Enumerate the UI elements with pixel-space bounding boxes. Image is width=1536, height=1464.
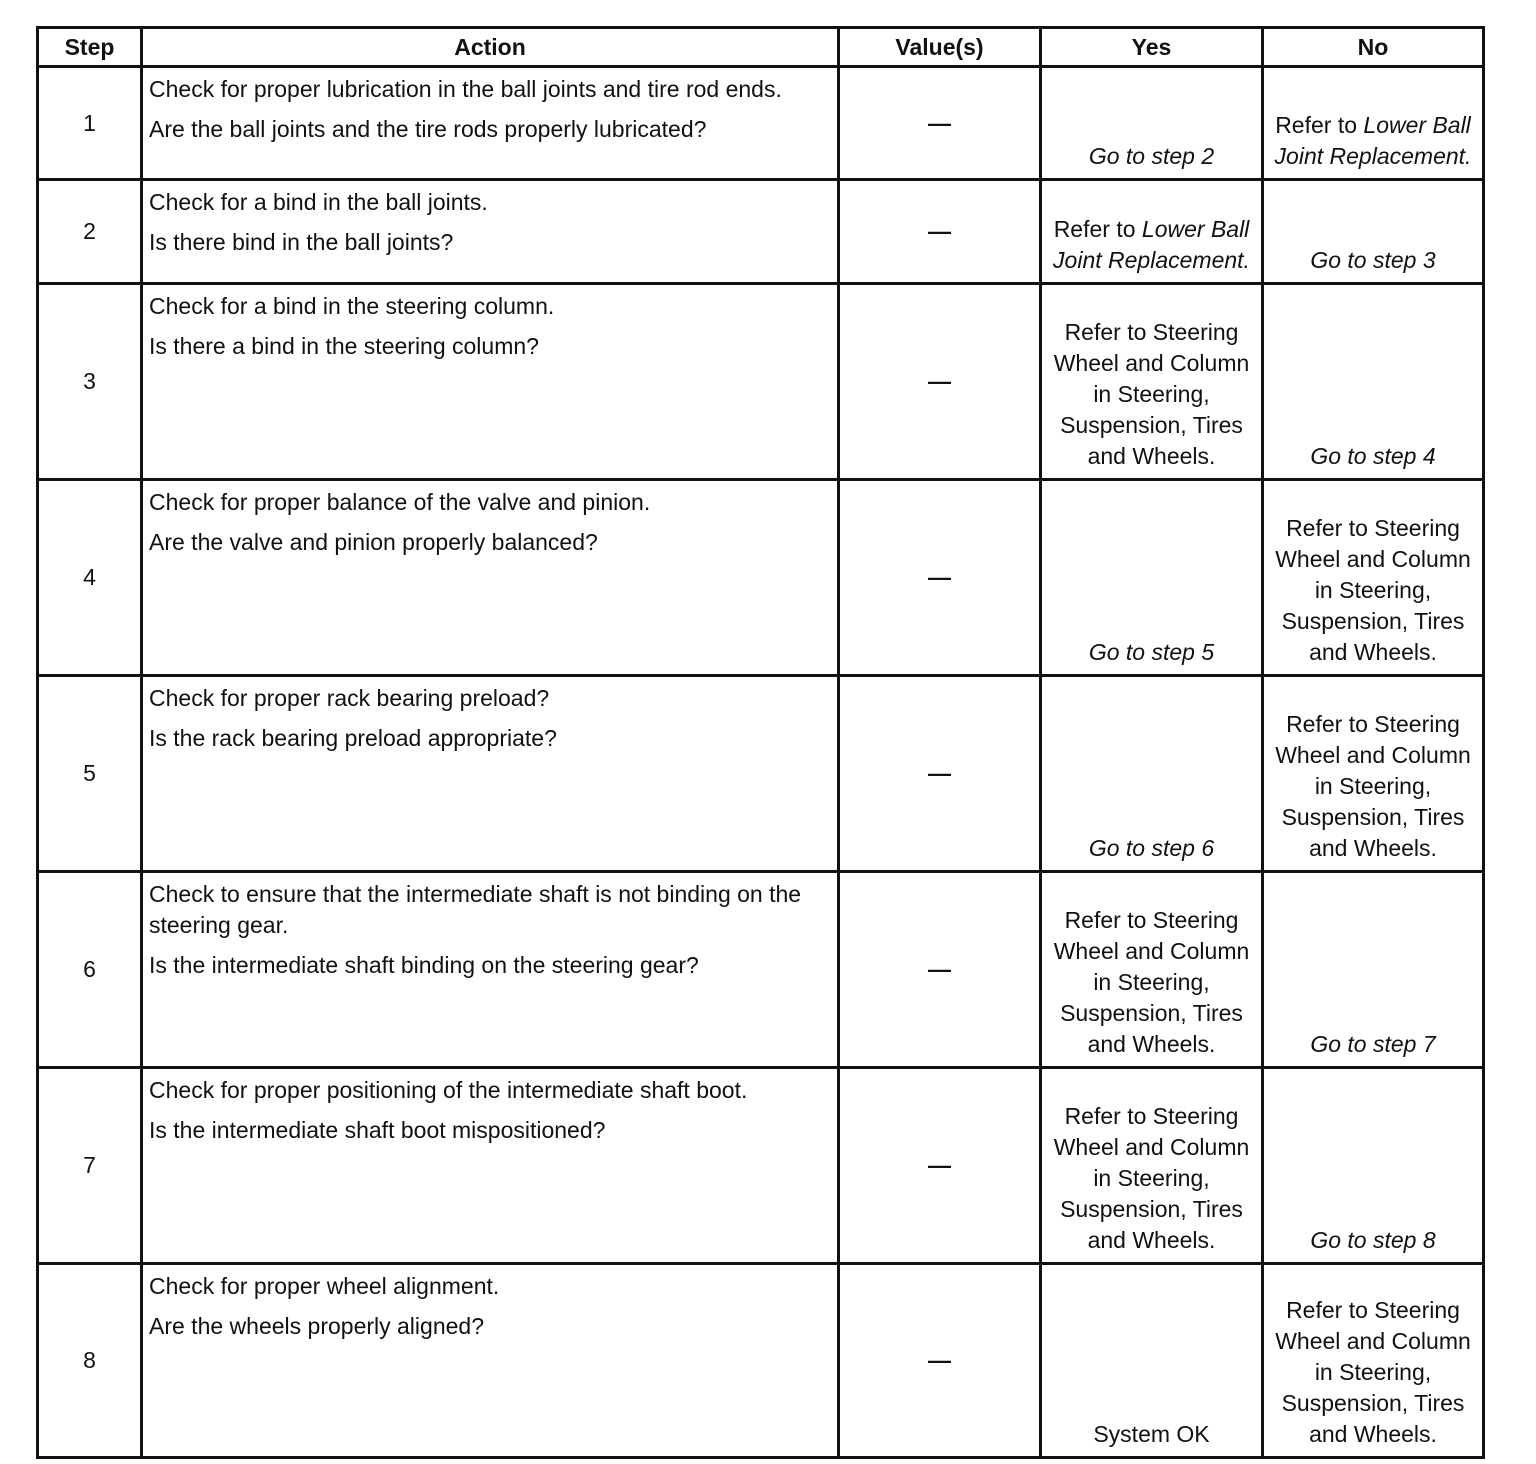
no-link: Go to step 3 xyxy=(1310,247,1436,273)
yes-link: Go to step 6 xyxy=(1088,835,1215,861)
table-row xyxy=(38,676,1484,872)
no-prefix: Refer to Steering Wheel and Column in Steering, Suspension, Tires and Wheels. xyxy=(1275,711,1471,861)
action-cell xyxy=(142,284,839,480)
no-cell xyxy=(1263,872,1484,1068)
no-cell xyxy=(1263,180,1484,284)
header-row xyxy=(38,28,1484,67)
table-row xyxy=(38,284,1484,480)
no-link: Go to step 8 xyxy=(1310,1227,1436,1253)
no-cell xyxy=(1263,676,1484,872)
no-link: Go to step 7 xyxy=(1310,1031,1436,1057)
action-check: Check for proper balance of the valve and pinion. xyxy=(149,489,651,515)
yes-prefix: Refer to Steering Wheel and Column in Steering, Suspension, Tires and Wheels. xyxy=(1053,1103,1250,1253)
action-cell xyxy=(142,1264,839,1458)
action-question: Are the ball joints and the tire rods properly lubricated? xyxy=(149,116,707,142)
action-check: Check for proper lubrication in the ball joints and tire rod ends. xyxy=(149,76,782,102)
header-values: Value(s) xyxy=(839,28,1041,67)
no-cell xyxy=(1263,1068,1484,1264)
no-link: Lower Ball Joint Replacement. xyxy=(1274,112,1472,169)
value-cell: — xyxy=(839,676,1041,872)
action-question: Is the intermediate shaft boot mispositioned? xyxy=(149,1117,606,1143)
header-step: Step xyxy=(38,28,142,67)
action-check: Check for a bind in the ball joints. xyxy=(149,189,488,215)
value-cell: — xyxy=(839,1068,1041,1264)
action-cell xyxy=(142,67,839,180)
yes-cell xyxy=(1041,1068,1263,1264)
yes-prefix: Refer to Steering Wheel and Column in Steering, Suspension, Tires and Wheels. xyxy=(1053,319,1250,469)
action-cell xyxy=(142,180,839,284)
no-cell xyxy=(1263,67,1484,180)
step-number: 5 xyxy=(38,676,142,872)
value-cell: — xyxy=(839,480,1041,676)
action-check: Check for proper wheel alignment. xyxy=(149,1273,500,1299)
no-prefix: Refer to Steering Wheel and Column in Steering, Suspension, Tires and Wheels. xyxy=(1275,1297,1471,1447)
table-row xyxy=(38,480,1484,676)
yes-cell xyxy=(1041,676,1263,872)
table-row xyxy=(38,1264,1484,1458)
step-number: 7 xyxy=(38,1068,142,1264)
yes-prefix: Refer to Steering Wheel and Column in Steering, Suspension, Tires and Wheels. xyxy=(1053,907,1250,1057)
action-check: Check for a bind in the steering column. xyxy=(149,293,555,319)
action-cell xyxy=(142,872,839,1068)
action-question: Are the valve and pinion properly balanced? xyxy=(149,529,598,555)
yes-cell xyxy=(1041,180,1263,284)
yes-cell xyxy=(1041,284,1263,480)
no-prefix: Refer to xyxy=(1275,112,1364,138)
action-question: Is the rack bearing preload appropriate? xyxy=(149,725,557,751)
header-no: No xyxy=(1263,28,1484,67)
action-question: Is there bind in the ball joints? xyxy=(149,229,454,255)
step-number: 2 xyxy=(38,180,142,284)
action-question: Is there a bind in the steering column? xyxy=(149,333,539,359)
step-number: 1 xyxy=(38,67,142,180)
no-cell xyxy=(1263,1264,1484,1458)
action-question: Are the wheels properly aligned? xyxy=(149,1313,484,1339)
action-cell xyxy=(142,1068,839,1264)
step-number: 3 xyxy=(38,284,142,480)
value-cell: — xyxy=(839,67,1041,180)
step-number: 4 xyxy=(38,480,142,676)
no-cell xyxy=(1263,480,1484,676)
action-cell xyxy=(142,480,839,676)
action-check: Check to ensure that the intermediate shaft is not binding on the steering gear. xyxy=(149,881,802,938)
value-cell: — xyxy=(839,180,1041,284)
table-row xyxy=(38,872,1484,1068)
yes-cell xyxy=(1041,1264,1263,1458)
table-row xyxy=(38,180,1484,284)
diagnostic-table xyxy=(36,26,1485,1459)
yes-link: Go to step 2 xyxy=(1088,143,1215,169)
header-action: Action xyxy=(142,28,839,67)
yes-cell xyxy=(1041,67,1263,180)
action-question: Is the intermediate shaft binding on the steering gear? xyxy=(149,952,699,978)
diagnostic-table-page xyxy=(36,26,1482,1459)
action-cell xyxy=(142,676,839,872)
value-cell: — xyxy=(839,284,1041,480)
no-prefix: Refer to Steering Wheel and Column in Steering, Suspension, Tires and Wheels. xyxy=(1275,515,1471,665)
yes-cell xyxy=(1041,480,1263,676)
header-yes: Yes xyxy=(1041,28,1263,67)
step-number: 6 xyxy=(38,872,142,1068)
yes-link: Go to step 5 xyxy=(1088,639,1215,665)
yes-link: Lower Ball Joint Replacement. xyxy=(1053,216,1250,273)
value-cell: — xyxy=(839,1264,1041,1458)
action-check: Check for proper rack bearing preload? xyxy=(149,685,550,711)
yes-prefix: System OK xyxy=(1093,1421,1210,1447)
yes-prefix: Refer to xyxy=(1053,216,1142,242)
step-number: 8 xyxy=(38,1264,142,1458)
yes-cell xyxy=(1041,872,1263,1068)
value-cell: — xyxy=(839,872,1041,1068)
no-cell xyxy=(1263,284,1484,480)
no-link: Go to step 4 xyxy=(1310,443,1436,469)
table-row xyxy=(38,1068,1484,1264)
action-check: Check for proper positioning of the intermediate shaft boot. xyxy=(149,1077,748,1103)
table-row xyxy=(38,67,1484,180)
